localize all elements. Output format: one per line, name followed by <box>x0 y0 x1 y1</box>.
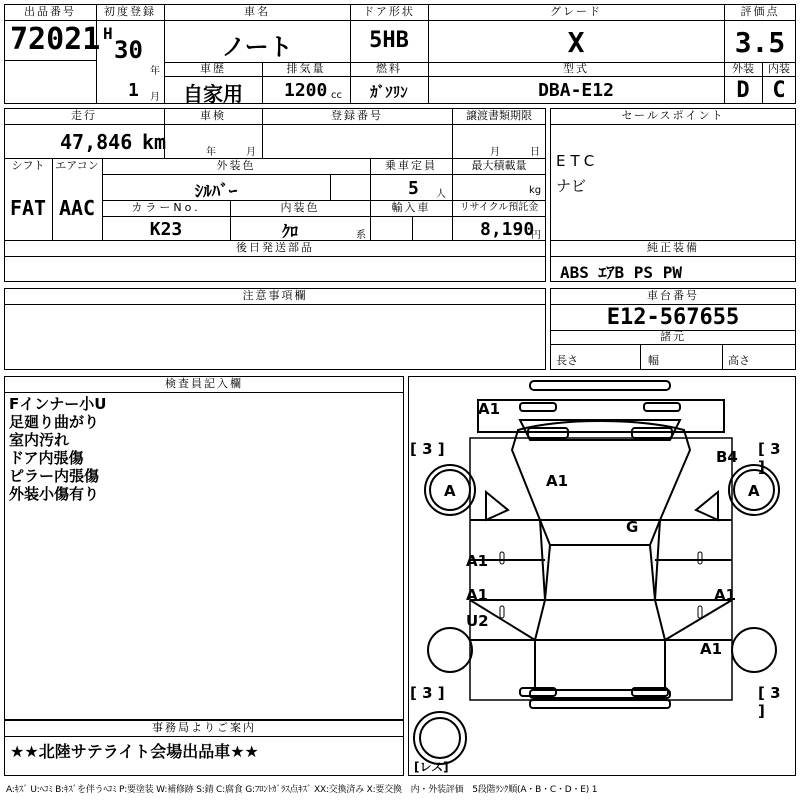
damage-left-front-wheel: A <box>444 482 456 500</box>
lot-no-value: 72021 <box>10 22 101 57</box>
exterior-color-label: 外装色 <box>216 159 256 172</box>
first-reg-month-unit: 月 <box>150 92 160 103</box>
displacement-unit: cc <box>331 90 342 101</box>
interior-grade-label: 内装 <box>768 62 790 75</box>
spec-length-label: 長さ <box>556 354 578 367</box>
fuel-label: 燃料 <box>376 62 402 75</box>
office-label: 事務局よりご案内 <box>152 721 256 734</box>
mileage-label: 走行 <box>71 109 97 122</box>
damage-right-front-wheel: A <box>748 482 760 500</box>
first-reg-label: 初度登録 <box>104 5 156 18</box>
aircon-value: AAC <box>58 196 96 220</box>
transfer-day-unit: 日 <box>530 147 540 158</box>
door-type-value: 5HB <box>369 28 409 53</box>
score-label: 評価点 <box>740 5 780 18</box>
inspector-line: Fインナー小U <box>9 395 107 413</box>
capacity-unit: 人 <box>436 189 446 200</box>
model-code-label: 型式 <box>563 62 589 75</box>
car-name-value: ノート <box>221 33 293 61</box>
exterior-grade-value: D <box>736 78 750 103</box>
spare-tire-label: [レス] <box>414 760 449 774</box>
displacement-value: 1200 <box>284 80 328 101</box>
transfer-doc-label: 譲渡書類期限 <box>466 109 532 122</box>
transfer-month-unit: 月 <box>490 147 500 158</box>
interior-color-value: ｸﾛ <box>281 222 298 241</box>
notes-label: 注意事項欄 <box>242 289 308 302</box>
first-reg-year-unit: 年 <box>150 66 160 77</box>
lot-no-label: 出品番号 <box>24 5 76 18</box>
damage-front-bumper: A1 <box>478 400 501 418</box>
inspector-line: ドア内張傷 <box>9 449 84 467</box>
damage-right-rear-door: A1 <box>714 586 737 604</box>
shift-value: FAT <box>9 196 47 220</box>
later-parts-label: 後日発送部品 <box>236 241 314 254</box>
equipment-value: ABS ｴｱB PS PW <box>560 263 682 282</box>
first-reg-month: 1 <box>128 80 139 101</box>
color-no-label: カラーNo. <box>131 201 201 214</box>
inspector-line: 外装小傷有り <box>9 485 100 503</box>
history-label: 車歴 <box>200 62 226 75</box>
tire-depth-front-right: [ 3 ] <box>758 440 781 476</box>
equipment-label: 純正装備 <box>647 241 699 254</box>
interior-grade-value: C <box>772 78 786 103</box>
damage-left-front-door: A1 <box>466 552 489 570</box>
history-value: 自家用 <box>183 82 243 106</box>
inspector-line: ピラー内張傷 <box>9 467 100 485</box>
tire-depth-front-left: [ 3 ] <box>410 440 445 458</box>
max-load-unit: kg <box>529 185 542 196</box>
inspector-line: 足廻り曲がり <box>9 413 100 431</box>
capacity-label: 乗車定員 <box>385 159 437 172</box>
spec-width-label: 幅 <box>648 354 659 367</box>
recycle-unit: 円 <box>531 230 541 241</box>
damage-left-rear-door: A1 <box>466 586 489 604</box>
shift-label: シフト <box>11 159 45 172</box>
damage-left-rear-door-2: U2 <box>466 612 489 630</box>
recycle-value: 8,190 <box>480 219 535 240</box>
damage-right-front-fender: B4 <box>716 448 738 466</box>
model-code-value: DBA-E12 <box>538 80 614 101</box>
grade-label: グレード <box>550 5 602 18</box>
first-reg-era: H <box>103 24 113 43</box>
inspector-line: 室内汚れ <box>9 431 70 449</box>
fuel-value: ｶﾞｿﾘﾝ <box>370 83 408 101</box>
grade-value: X <box>567 26 585 59</box>
chassis-no-label: 車台番号 <box>647 289 699 302</box>
office-message: ★★北陸サテライト会場出品車★★ <box>10 742 259 761</box>
displacement-label: 排気量 <box>286 62 326 75</box>
sales-point-2: ナビ <box>556 177 587 195</box>
max-load-label: 最大積載量 <box>471 159 527 172</box>
sales-points-label: セールスポイント <box>621 109 725 122</box>
damage-roof: G <box>626 518 639 536</box>
door-type-label: ドア形状 <box>363 5 415 18</box>
interior-color-label: 内装色 <box>280 201 320 214</box>
damage-right-rear-fender: A1 <box>700 640 723 658</box>
car-name-label: 車名 <box>244 5 270 18</box>
inspector-label: 検査員記入欄 <box>165 377 243 390</box>
specs-label: 諸元 <box>660 330 686 343</box>
score-value: 3.5 <box>734 26 786 59</box>
spec-height-label: 高さ <box>728 354 750 367</box>
capacity-value: 5 <box>408 178 419 199</box>
tire-depth-rear-left: [ 3 ] <box>410 684 445 702</box>
mileage-unit: km <box>142 130 167 154</box>
interior-color-suffix: 系 <box>356 230 366 241</box>
chassis-no-value: E12-567655 <box>606 305 740 330</box>
legend: A:ｷｽﾞ U:ﾍｺﾐ B:ｷｽﾞを伴うﾍｺﾐ P:要塗装 W:補修跡 S:錆 C:腐食 G:ﾌﾛﾝﾄｶﾞﾗｽ点ｷｽﾞ XX:交換済み X:要交換 内・外装評価 5段階ﾗﾝｸ順(A・B・C・D・E) 1 <box>6 785 598 795</box>
mileage-value: 47,846 <box>60 130 133 154</box>
color-no-value: K23 <box>149 219 183 240</box>
recycle-label: リサイクル預託金 <box>459 202 539 213</box>
damage-bonnet: A1 <box>546 472 569 490</box>
inspection-label: 車検 <box>200 109 226 122</box>
inspection-year-unit: 年 <box>206 147 216 158</box>
damage-diagram <box>410 376 792 776</box>
tire-depth-rear-right: [ 3 ] <box>758 684 781 720</box>
sales-point-1: ETC <box>556 152 600 170</box>
exterior-grade-label: 外装 <box>732 62 754 75</box>
inspection-month-unit: 月 <box>246 147 256 158</box>
exterior-color-value: ｼﾙﾊﾞｰ <box>194 182 238 202</box>
aircon-label: エアコン <box>55 159 99 172</box>
inspector-notes <box>9 395 106 503</box>
registration-no-label: 登録番号 <box>331 109 383 122</box>
first-reg-year: 30 <box>114 36 143 64</box>
import-car-label: 輸入車 <box>391 201 431 214</box>
